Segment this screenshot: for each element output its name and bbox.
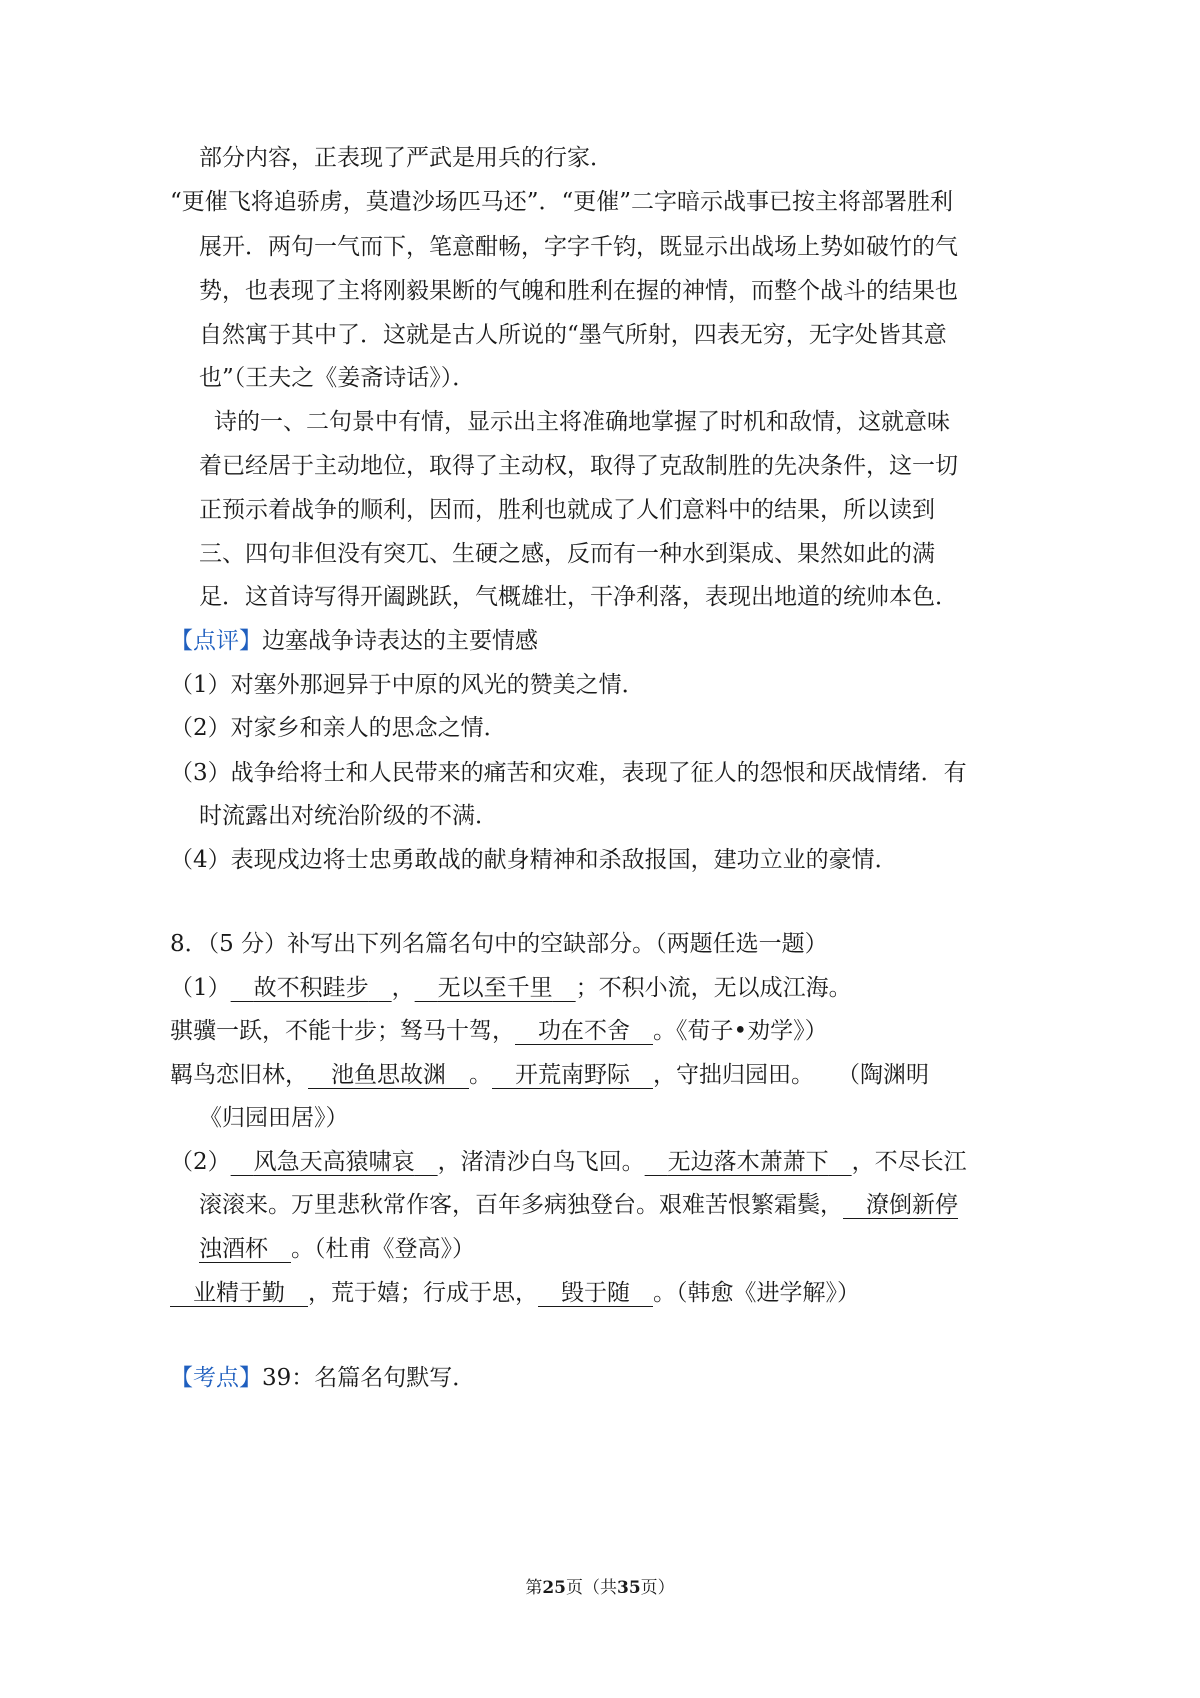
answer-blank	[308, 1062, 469, 1088]
poem-text: 滚滚来。万里悲秋常作客，百年多病独登台。艰难苦恨繁霜鬓，	[199, 1192, 843, 1218]
question-8-line-2	[170, 1014, 828, 1048]
answer-text: 业精于勤	[193, 1280, 285, 1306]
comment-item-3: （3）战争给将士和人民带来的痛苦和灾难，表现了征人的怨恨和厌战情绪．有	[170, 760, 967, 786]
answer-blank	[538, 1280, 653, 1306]
answer-blank	[415, 975, 576, 1001]
footer-text: 页）	[640, 1578, 675, 1598]
question-8-part-2	[170, 1145, 967, 1179]
analysis-line-8: 着已经居于主动地位，取得了主动权，取得了克敌制胜的先决条件，这一切	[199, 453, 958, 479]
kaodian-text: 39：名篇名句默写．	[262, 1365, 476, 1391]
poem-text: ，守拙归园田。 （陶渊明	[653, 1062, 929, 1088]
answer-blank	[645, 1149, 852, 1175]
answer-text: 故不积跬步	[253, 975, 369, 1001]
analysis-line-11: 足．这首诗写得开阖跳跃，气概雄壮，干净利落，表现出地道的统帅本色．	[199, 584, 958, 610]
answer-blank	[170, 1280, 308, 1306]
answer-text: 池鱼思故渊	[331, 1062, 446, 1088]
answer-text: 开荒南野际	[515, 1062, 630, 1088]
question-8-line-5	[199, 1188, 958, 1222]
analysis-line-6: 也”（王夫之《姜斋诗话》）．	[199, 365, 476, 391]
answer-blank	[231, 1149, 438, 1175]
poem-text: 。（韩愈《进学解》）	[653, 1280, 860, 1306]
question-8-header: 8．（5 分）补写出下列名篇名句中的空缺部分。（两题任选一题）	[170, 931, 828, 957]
comment-heading	[170, 624, 538, 658]
poem-text: 。（杜甫《登高》）	[291, 1236, 475, 1262]
answer-blank	[199, 1236, 291, 1262]
question-8-line-3-cont: 《归园田居》）	[199, 1105, 349, 1131]
page-number: 25	[542, 1578, 566, 1598]
comment-title: 边塞战争诗表达的主要情感	[262, 628, 538, 654]
total-pages: 35	[617, 1578, 641, 1598]
comment-item-2: （2）对家乡和亲人的思念之情．	[170, 715, 507, 741]
answer-text: 浊酒杯	[199, 1236, 268, 1262]
analysis-line-5: 自然寓于其中了．这就是古人所说的“墨气所射，四表无穷，无字处皆其意	[199, 322, 947, 348]
poem-text: ，渚清沙白鸟飞回。	[437, 1149, 645, 1175]
answer-blank	[515, 1018, 653, 1044]
answer-blank	[843, 1192, 958, 1218]
question-8-line-7	[170, 1276, 860, 1310]
answer-text: 毁于随	[561, 1280, 630, 1306]
answer-text: 潦倒新停	[866, 1192, 958, 1218]
poem-text: ，不尽长江	[851, 1149, 967, 1175]
punctuation: ，	[391, 975, 415, 1001]
answer-text: 无边落木萧萧下	[667, 1149, 829, 1175]
kaodian-line	[170, 1361, 475, 1395]
analysis-line-3: 展开．两句一气而下，笔意酣畅，字字千钧，既显示出战场上势如破竹的气	[199, 234, 958, 260]
question-8-line-6	[199, 1232, 475, 1266]
poem-text: ，荒于嬉；行成于思，	[308, 1280, 538, 1306]
part-number: （2）	[170, 1149, 231, 1175]
punctuation: 。	[469, 1062, 492, 1088]
poem-text: 骐骥一跃，不能十步；驽马十驾，	[170, 1018, 515, 1044]
answer-text: 风急天高猿啸哀	[253, 1149, 415, 1175]
comment-item-1: （1）对塞外那迥异于中原的风光的赞美之情．	[170, 672, 645, 698]
page-footer	[0, 1576, 1200, 1600]
footer-text: 第	[525, 1578, 543, 1598]
analysis-line-4: 势，也表现了主将刚毅果断的气魄和胜利在握的神情，而整个战斗的结果也	[199, 278, 958, 304]
answer-blank	[231, 975, 392, 1001]
answer-text: 功在不舍	[538, 1018, 630, 1044]
poem-text: 。《荀子•劝学》）	[653, 1018, 828, 1044]
part-number: （1）	[170, 975, 231, 1001]
footer-text: 页（共	[566, 1578, 617, 1598]
kaodian-tag: 【考点】	[170, 1365, 262, 1391]
poem-text: 羁鸟恋旧林，	[170, 1062, 308, 1088]
comment-item-4: （4）表现戍边将士忠勇敢战的献身精神和杀敌报国，建功立业的豪情．	[170, 847, 898, 873]
analysis-line-10: 三、四句非但没有突兀、生硬之感，反而有一种水到渠成、果然如此的满	[199, 541, 935, 567]
answer-text: 无以至千里	[437, 975, 553, 1001]
comment-item-3-cont: 时流露出对统治阶级的不满．	[199, 803, 498, 829]
analysis-line-7: 诗的一、二句景中有情，显示出主将准确地掌握了时机和敌情，这就意味	[214, 409, 950, 435]
question-8-part-1	[170, 971, 852, 1005]
answer-blank	[492, 1062, 653, 1088]
analysis-line-1: 部分内容，正表现了严武是用兵的行家．	[199, 145, 613, 171]
comment-tag: 【点评】	[170, 628, 262, 654]
poem-text: ；不积小流，无以成江海。	[575, 975, 852, 1001]
question-8-line-3	[170, 1058, 929, 1092]
analysis-line-2: “更催飞将追骄虏，莫遣沙场匹马还”．“更催”二字暗示战事已按主将部署胜利	[170, 189, 954, 215]
analysis-line-9: 正预示着战争的顺利，因而，胜利也就成了人们意料中的结果，所以读到	[199, 497, 935, 523]
